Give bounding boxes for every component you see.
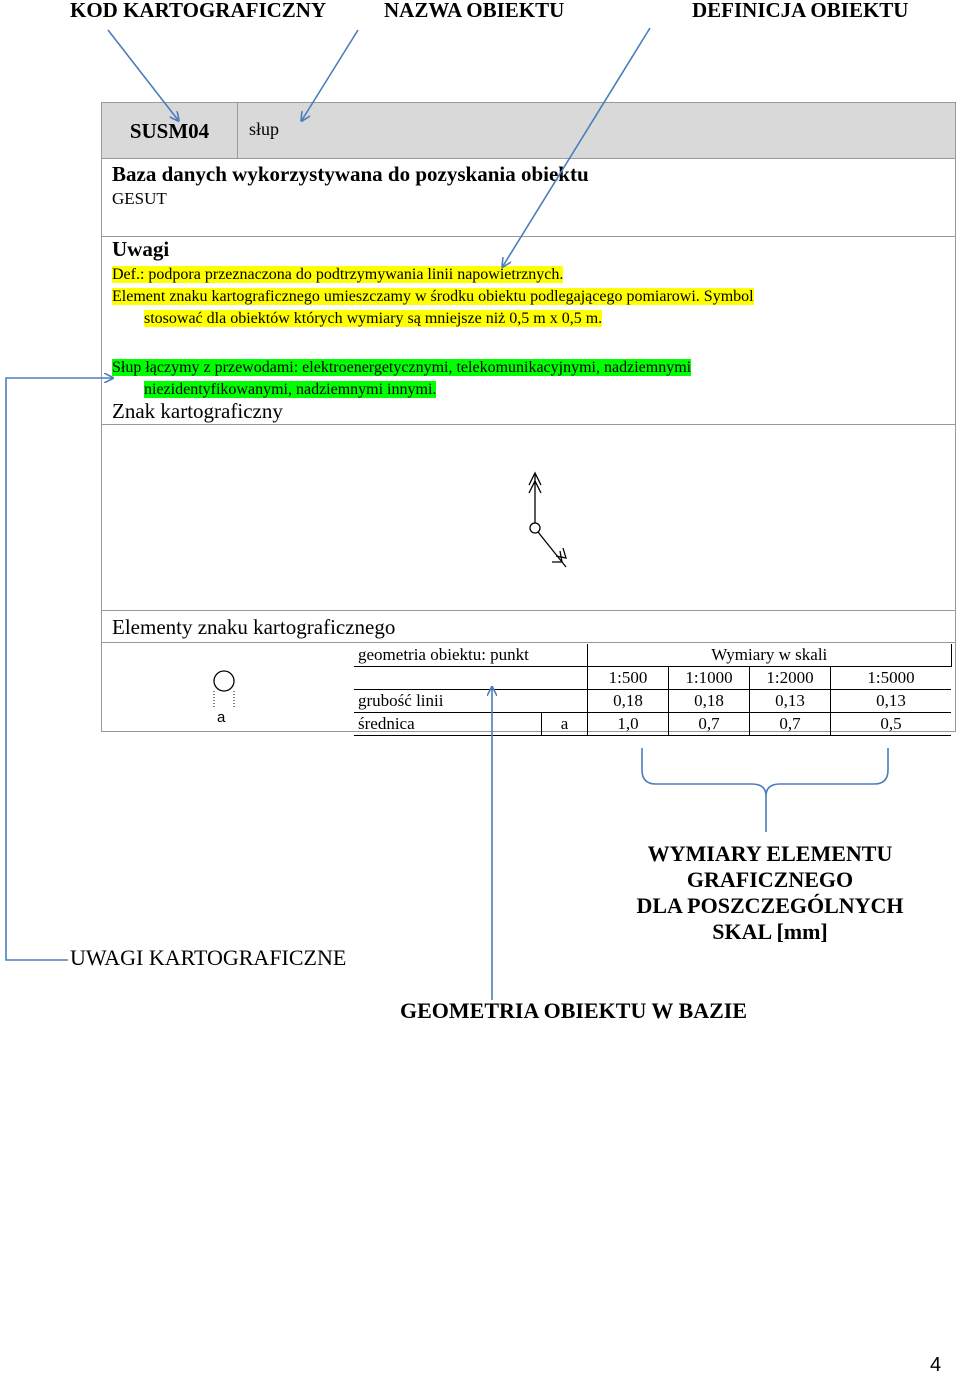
value-cell: 0,7 (750, 713, 831, 736)
value-cell: 0,7 (669, 713, 750, 736)
row-label: grubość linii (354, 690, 588, 713)
database-value: GESUT (112, 189, 167, 208)
def-line: Def.: podpora przeznaczona do podtrzymywania linii napowietrznych. (112, 266, 564, 283)
scale-5000: 1:5000 (831, 667, 952, 690)
dims-header: Wymiary w skali (588, 644, 952, 667)
scale-500: 1:500 (588, 667, 669, 690)
arrow-nazwa (302, 30, 358, 120)
callout-kod-kartograficzny: KOD KARTOGRAFICZNY (70, 0, 327, 22)
element-letter: a (217, 709, 226, 726)
wymiary-line: SKAL [mm] (712, 919, 828, 944)
geometry-cell: geometria obiektu: punkt (354, 644, 588, 667)
wymiary-line: DLA POSZCZEGÓLNYCH (636, 893, 904, 918)
bracket-wymiary (642, 748, 888, 796)
scale-1000: 1:1000 (669, 667, 750, 690)
arrow-definicja (503, 28, 650, 266)
callout-uwagi-kartograficzne: UWAGI KARTOGRAFICZNE (70, 945, 347, 970)
value-cell: 0,13 (831, 690, 952, 713)
database-header: Baza danych wykorzystywana do pozyskania obiektu (112, 162, 589, 186)
value-cell: 0,18 (669, 690, 750, 713)
znak-header: Znak kartograficzny (112, 399, 283, 423)
scale-2000: 1:2000 (750, 667, 831, 690)
row-label: średnica (354, 713, 542, 736)
element-line-2: stosować dla obiektów których wymiary są mniejsze niż 0,5 m x 0,5 m. (144, 310, 603, 327)
element-line-1: Element znaku kartograficznego umieszczamy w środku obiektu podlegającego pomiarowi. Symbol (112, 288, 754, 305)
slup-line-2: niezidentyfikowanymi, nadziemnymi innymi. (144, 381, 437, 398)
page-number: 4 (930, 1354, 942, 1376)
value-cell: 0,18 (588, 690, 669, 713)
uwagi-header: Uwagi (112, 237, 170, 261)
wymiary-line: WYMIARY ELEMENTU (647, 841, 893, 866)
elementy-header: Elementy znaku kartograficznego (112, 615, 396, 639)
arrow-kod (108, 30, 178, 120)
row-symbol: a (542, 713, 588, 736)
slup-line-1: Słup łączymy z przewodami: elektroenergetycznymi, telekomunikacyjnymi, nadziemnymi (112, 359, 692, 376)
value-cell: 1,0 (588, 713, 669, 736)
wymiary-line: GRAFICZNEGO (686, 867, 854, 892)
callout-wymiary (630, 841, 910, 945)
object-name: słup (249, 119, 280, 139)
callout-geometria: GEOMETRIA OBIEKTU W BAZIE (400, 998, 748, 1023)
value-cell: 0,5 (831, 713, 952, 736)
object-code: SUSM04 (102, 103, 238, 159)
arrow-uwagi (6, 378, 112, 960)
callout-definicja-obiektu: DEFINICJA OBIEKTU (692, 0, 909, 22)
value-cell: 0,13 (750, 690, 831, 713)
callout-nazwa-obiektu: NAZWA OBIEKTU (384, 0, 565, 22)
